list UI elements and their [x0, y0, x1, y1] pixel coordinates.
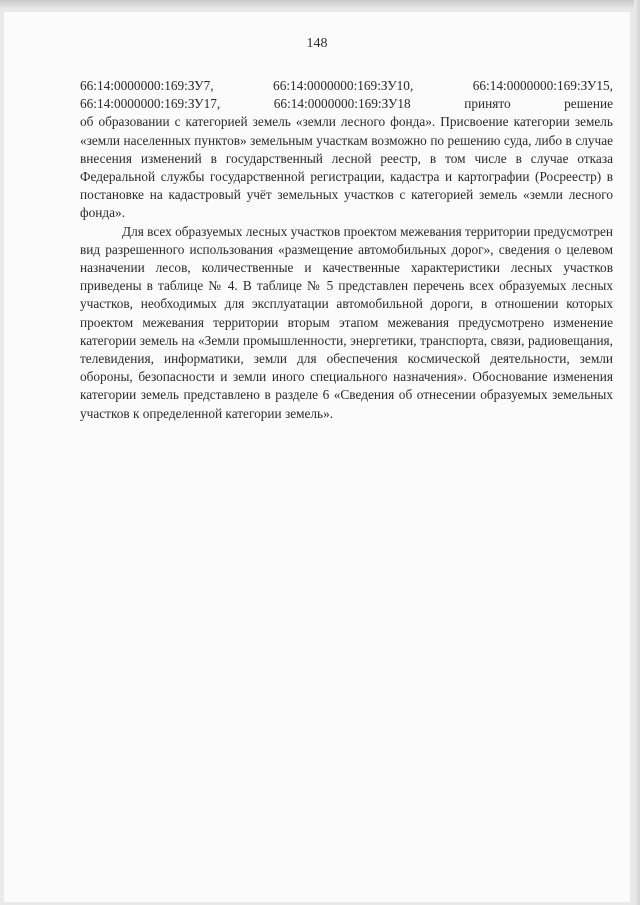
paragraph-land-use: Для всех образуемых лесных участков проектом межевания территории предусмотрен вид разрешенного использования «размещение автомобильных дорог», сведения о целевом назначении лесов, количественные и качественные характеристики лесных участков приведены в таблице № 4. В таблице № 5 представлен перечень всех образуемых лесных участков, необходимых для эксплуатации автомобильной дороги, в отношении которых проектом межевания территории вторым этапом межевания предусмотрено изменение категории земель на «Земли промышленности, энергетики, транспорта, связи, радиовещания, телевидения, информатики, земли для обеспечения космической деятельности, земли обороны, безопасности и земли иного специального назначения». Обоснование изменения категории земель представлено в разделе 6 «Сведения об отнесении образуемых земельных участков к определенной категории земель». [80, 223, 613, 421]
cadastral-numbers-row-2 [80, 95, 613, 113]
page-number: 148 [306, 36, 328, 51]
cadastral-number: 66:14:0000000:169:ЗУ18 [273, 96, 411, 112]
text-fragment: принято [464, 96, 511, 112]
document-page [4, 12, 630, 902]
cadastral-number: 66:14:0000000:169:ЗУ15, [472, 78, 613, 93]
scan-shadow-top [0, 0, 640, 10]
cadastral-number: 66:14:0000000:169:ЗУ10, [273, 78, 414, 93]
page-body [80, 77, 613, 423]
cadastral-number: 66:14:0000000:169:ЗУ7, [80, 78, 214, 93]
paragraph-cadastral-decision [80, 77, 613, 223]
text-fragment: решение [564, 96, 613, 112]
cadastral-number: 66:14:0000000:169:ЗУ17, [80, 96, 221, 112]
scan-shadow-right [634, 0, 640, 905]
cadastral-numbers-row-1 [80, 77, 613, 95]
paragraph-text: об образовании с категорией земель «земли лесного фонда». Присвоение категории земель «земли населенных пунктов» земельным участкам возможно по решению суда, либо в случае внесения изменений в государственный лесной реестр, в том числе в случае отказа Федеральной службы государственной регистрации, кадастра и картографии (Росреестр) в постановке на кадастровый учёт земельных участков с категорией земель «земли лесного фонда». [80, 114, 613, 221]
